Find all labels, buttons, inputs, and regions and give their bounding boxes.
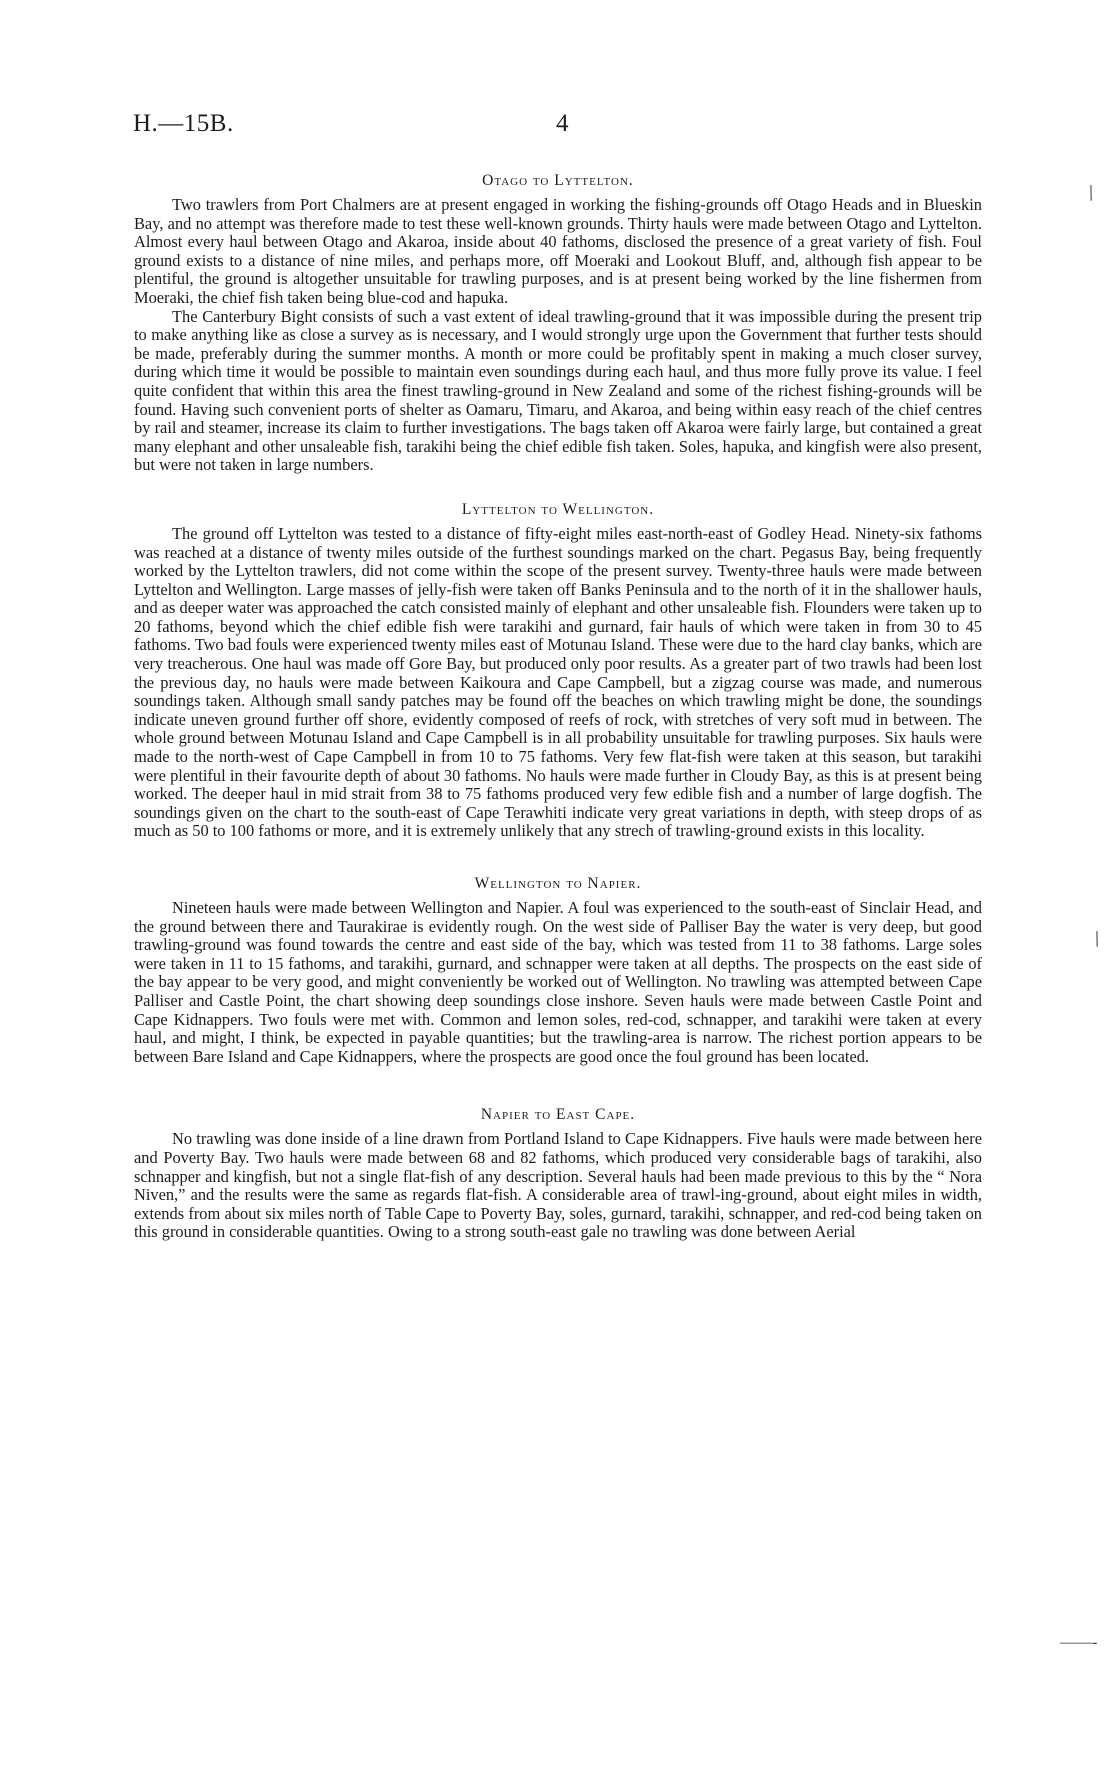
margin-pen-mark: / bbox=[1083, 179, 1099, 206]
section-title-lyttelton-to-wellington: Lyttelton to Wellington. bbox=[461, 500, 655, 518]
document-body bbox=[134, 164, 982, 1242]
paragraph: No trawling was done inside of a line drawn from Portland Island to Cape Kidnappers. Five hauls were made between here and Poverty Bay. Two hauls were made between 68 and 82 fathoms, which produced very considerable bags of tarakihi, also schnapper and kingfish, but not a single flat-fish of any description. Several hauls had been made previous to this by the “ Nora Niven,” and the results were the same as regards flat-fish. A considerable area of trawl-ing-ground, about eight miles in width, extends from about six miles north of Table Cape to Poverty Bay, soles, gurnard, tarakihi, schnapper, and red-cod being taken on this ground in considerable quantities. Owing to a strong south-east gale no trawling was done between Aerial bbox=[134, 1129, 982, 1242]
section-title-wellington-to-napier: Wellington to Napier. bbox=[474, 875, 642, 892]
document-reference: H.—15B. bbox=[133, 110, 234, 137]
paragraph: Two trawlers from Port Chalmers are at present engaged in working the fishing-grounds off Otago Heads and in Blueskin Bay, and no attempt was therefore made to test these well-known grounds. Thirty hauls were made between Otago and Lyttelton. Almost every haul between Otago and Akaroa, inside about 40 fathoms, disclosed the presence of a great variety of fish. Foul ground exists to a distance of nine miles, and perhaps more, off Moeraki and Lookout Bluff, and, although fish appear to be plentiful, the ground is altogether unsuitable for trawling purposes, and is at present being worked by the line fishermen from Moeraki, the chief fish taken being blue-cod and hapuka. bbox=[134, 195, 982, 307]
margin-pen-mark: / bbox=[1089, 925, 1105, 952]
margin-pen-mark: — — - bbox=[1060, 1634, 1096, 1651]
page-number: 4 bbox=[556, 110, 569, 137]
paragraph: Nineteen hauls were made between Wellington and Napier. A foul was experienced to the south-east of Sinclair Head, and the ground between there and Taurakirae is evidently rough. On the west side of Palliser Bay the water is very deep, but good trawling-ground was found towards the centre and east side of the bay, which was tested from 11 to 38 fathoms. Large soles were taken in 11 to 15 fathoms, and tarakihi, gurnard, and schnapper were taken at all depths. The prospects on the east side of the bay appear to be very good, and might conveniently be worked out of Wellington. No trawling was attempted between Cape Palliser and Castle Point, the chart showing deep soundings close inshore. Seven hauls were made between Castle Point and Cape Kidnappers. Two fouls were met with. Common and lemon soles, red-cod, schnapper, and tarakihi were taken at every haul, and might, I think, be expected in payable quantities; but the trawling-area is narrow. The richest portion appears to be between Bare Island and Cape Kidnappers, where the prospects are good once the foul ground has been located. bbox=[134, 898, 982, 1066]
paragraph: The Canterbury Bight consists of such a vast extent of ideal trawling-ground that it was impossible during the present trip to make anything like as close a survey as is necessary, and I would strongly urge upon the Government that further tests should be made, preferably during the summer months. A month or more could be profitably spent in making a much closer survey, during which time it would be possible to maintain even soundings during each haul, and thus more fully prove its value. I feel quite confident that within this area the finest trawling-ground in New Zealand and some of the richest fishing-grounds will be found. Having such convenient ports of shelter as Oamaru, Timaru, and Akaroa, and being within easy reach of the chief centres by rail and steamer, increase its claim to further investigations. The bags taken off Akaroa were fairly large, but contained a great many elephant and other unsaleable fish, tarakihi being the chief edible fish taken. Soles, hapuka, and kingfish were also present, but were not taken in large numbers. bbox=[134, 306, 982, 475]
section-title-otago-to-lyttelton: Otago to Lyttelton. bbox=[482, 172, 634, 189]
paragraph: The ground off Lyttelton was tested to a distance of fifty-eight miles east-north-east of Godley Head. Ninety-six fathoms was reached at a distance of twenty miles outside of the furthest soundings marked on the chart. Pegasus Bay, being frequently worked by the Lyttelton trawlers, did not come within the scope of the present survey. Twenty-three hauls were made between Lyttelton and Wellington. Large masses of jelly-fish were taken off Banks Peninsula and to the north of it in the shallower hauls, and as deeper water was approached the catch consisted mainly of elephant and other unsaleable fish. Flounders were taken up to 20 fathoms, beyond which the chief edible fish were tarakihi and gurnard, fair hauls of which were taken in from 30 to 45 fathoms. Two bad fouls were experienced twenty miles east of Motunau Island. These were due to the hard clay banks, which are very treacherous. One haul was made off Gore Bay, but produced only poor results. As a greater part of two trawls had been lost the previous day, no hauls were made between Kaikoura and Cape Campbell, but a zigzag course was made, and numerous soundings taken. Although small sandy patches may be found off the beaches on which trawling might be done, the soundings indicate uneven ground further off shore, evidently composed of reefs of rock, with stretches of very soft mud in between. The whole ground between Motunau Island and Cape Campbell is in all probability unsuitable for trawling purposes. Six hauls were made to the north-west of Cape Campbell in from 10 to 75 fathoms. Very few flat-fish were taken at this season, but tarakihi were plentiful in their favourite depth of about 30 fathoms. No hauls were made further in Cloudy Bay, as this is at present being worked. The deeper haul in mid strait from 38 to 75 fathoms produced very few edible fish and a number of large dogfish. The soundings given on the chart to the south-east of Cape Terawhiti indicate very great variations in depth, with steep drops of as much as 50 to 100 fathoms or more, and it is extremely unlikely that any strech of trawling-ground exists in this locality. bbox=[134, 523, 982, 841]
section-title-napier-to-east-cape: Napier to East Cape. bbox=[480, 1106, 636, 1124]
